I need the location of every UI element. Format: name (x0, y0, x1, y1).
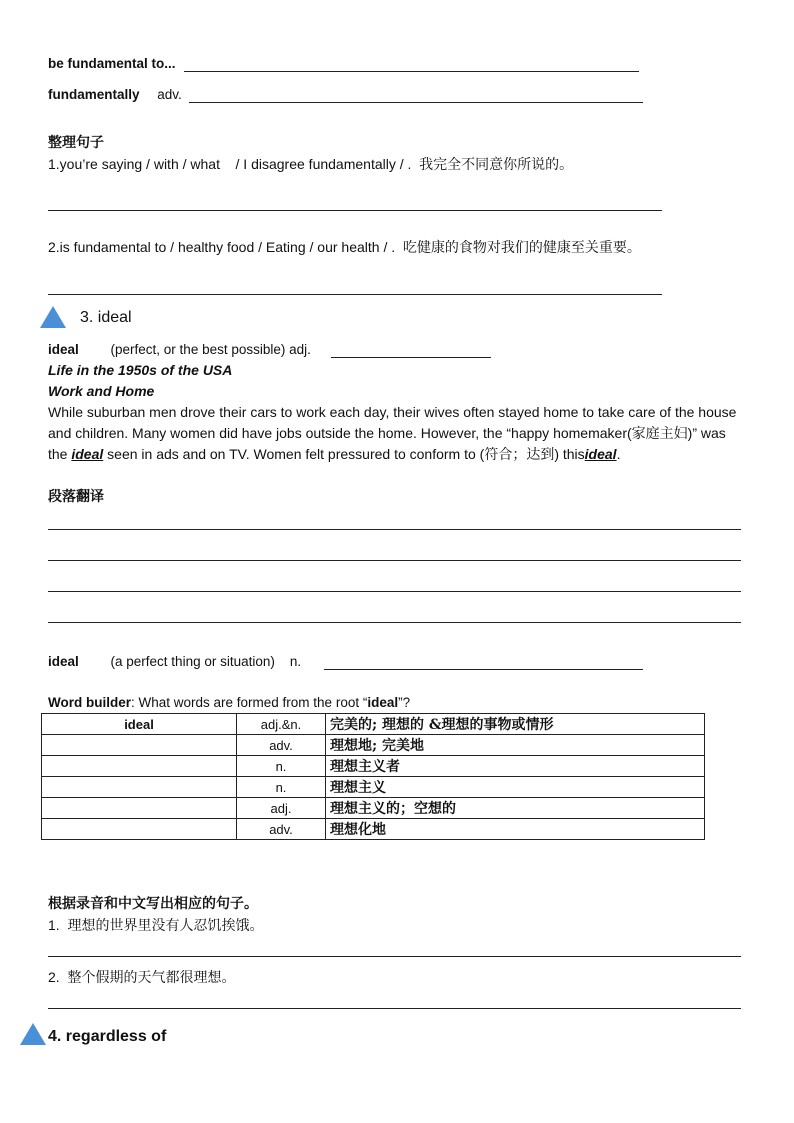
pos-cell: adj.&n. (237, 714, 326, 735)
answer-line (48, 294, 662, 295)
passage-title-1: Life in the 1950s of the USA (48, 362, 233, 378)
sentences-heading: 整理句子 (48, 135, 104, 151)
ideal-emphasis: ideal (584, 446, 617, 462)
def-text: (a perfect thing or situation) n. (110, 654, 302, 669)
def-word: ideal (48, 342, 79, 357)
passage-part: . (616, 446, 621, 462)
sentence-2: 2.is fundamental to / healthy food / Eating / our health / . 吃健康的食物对我们的健康至关重要。 (48, 239, 641, 255)
term-fundamentally-row (48, 87, 182, 102)
translation-heading: 段落翻译 (48, 489, 104, 505)
pos-cell: adv. (237, 819, 326, 840)
table-row (42, 777, 705, 798)
word-cell (42, 756, 237, 777)
ideal-emphasis: ideal (71, 446, 104, 462)
listen-heading: 根据录音和中文写出相应的句子。 (48, 896, 258, 912)
term-fundamentally: fundamentally (48, 87, 140, 102)
triangle-icon (40, 306, 66, 328)
word-builder-label: Word builder (48, 695, 131, 710)
answer-line (48, 1008, 741, 1009)
answer-line (324, 669, 643, 670)
word-builder-table (41, 713, 705, 840)
word-cell (42, 735, 237, 756)
section-4-title: 4. regardless of (48, 1028, 167, 1045)
answer-line (331, 357, 491, 358)
pos-cell: n. (237, 756, 326, 777)
pos-cell: n. (237, 777, 326, 798)
passage-text (48, 402, 748, 465)
translation-line (48, 560, 741, 561)
word-cell: ideal (42, 714, 237, 735)
table-row (42, 735, 705, 756)
translation-line (48, 622, 741, 623)
definition-1 (48, 342, 311, 357)
triangle-icon (20, 1023, 46, 1045)
definition-2 (48, 654, 301, 669)
pos-label: adv. (157, 87, 182, 102)
answer-line (184, 71, 639, 72)
table-row (42, 756, 705, 777)
passage-part: While suburban men drove their cars to work each day, their wives often stayed home to take care of the house and children. Many women did have jobs outside the home. However, the “happy homemaker(家庭主妇)” was the (48, 404, 737, 462)
def-text: (perfect, or the best possible) adj. (110, 342, 311, 357)
passage-part: seen in ads and on TV. Women felt pressured to conform to (符合；达到) this (103, 446, 585, 462)
table-row (42, 798, 705, 819)
answer-line (48, 210, 662, 211)
answer-line (48, 956, 741, 957)
word-cell (42, 777, 237, 798)
pos-cell: adv. (237, 735, 326, 756)
table-row (42, 714, 705, 735)
meaning-cell: 理想主义者 (326, 756, 705, 777)
word-cell (42, 819, 237, 840)
word-builder-question: : What words are formed from the root “ (131, 695, 368, 710)
pos-cell: adj. (237, 798, 326, 819)
section-3-title: 3. ideal (80, 309, 132, 326)
meaning-cell: 理想主义 (326, 777, 705, 798)
meaning-cell: 理想主义的；空想的 (326, 798, 705, 819)
translation-line (48, 591, 741, 592)
translation-line (48, 529, 741, 530)
def-word: ideal (48, 654, 79, 669)
word-builder-prompt (48, 695, 410, 710)
meaning-cell: 理想地; 完美地 (326, 735, 705, 756)
listen-item-2: 2. 整个假期的天气都很理想。 (48, 969, 236, 985)
answer-line (189, 102, 643, 103)
meaning-cell: 完美的; 理想的 &理想的事物或情形 (326, 714, 705, 735)
listen-item-1: 1. 理想的世界里没有人忍饥挨饿。 (48, 917, 264, 933)
meaning-cell: 理想化地 (326, 819, 705, 840)
sentence-1: 1.you’re saying / with / what / I disagree fundamentally / . 我完全不同意你所说的。 (48, 156, 574, 172)
word-cell (42, 798, 237, 819)
term-be-fundamental-to: be fundamental to... (48, 56, 176, 71)
passage-title-2: Work and Home (48, 383, 155, 399)
table-row (42, 819, 705, 840)
word-builder-end: ”? (398, 695, 411, 710)
word-builder-root: ideal (367, 695, 399, 710)
